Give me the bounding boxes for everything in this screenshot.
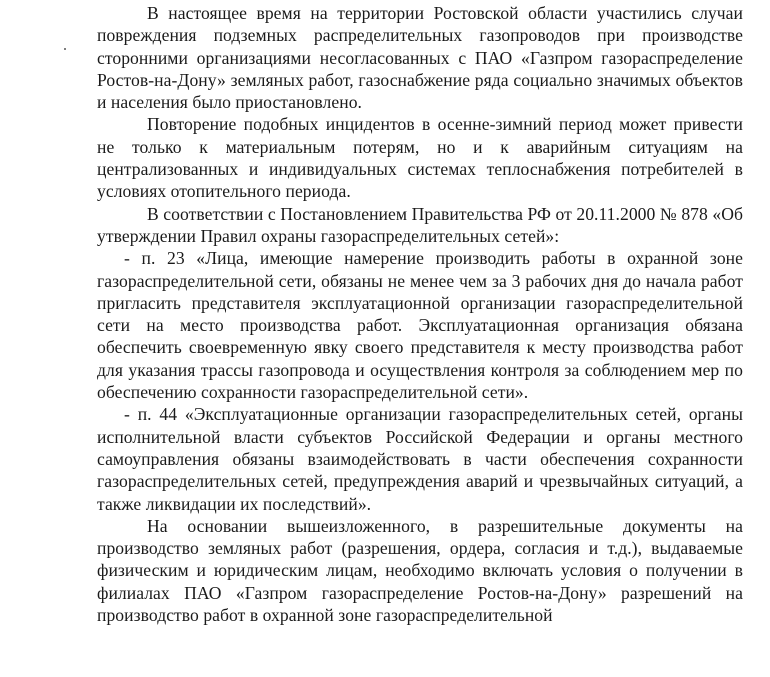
paragraph-clause-44: - п. 44 «Эксплуатационные организации газораспределительных сетей, органы исполнительной власти субъектов Российской Федерации и органы местного самоуправления обязаны взаимодействовать в части обеспечения сохранности газораспределительных сетей, предупреждения аварий и чрезвычайных ситуаций, а также ликвидации их последствий».	[97, 404, 743, 514]
paragraph-incidents: В настоящее время на территории Ростовской области участились случаи повреждения подземных распределительных газопроводов при производстве сторонними организациями несогласованных с ПАО «Газпром газораспределение Ростов-на-Дону» земляных работ, газоснабжение ряда социально значимых объектов и населения было приостановлено.	[97, 3, 743, 113]
paragraph-consequences: Повторение подобных инцидентов в осенне-зимний период может привести не только к материальным потерям, но и к аварийным ситуациям на централизованных и индивидуальных системах теплоснабжения потребителей в условиях отопительного периода.	[97, 114, 743, 202]
scan-speck	[64, 48, 66, 50]
document-page	[97, 0, 743, 626]
paragraph-conclusion: На основании вышеизложенного, в разрешительные документы на производство земляных работ (разрешения, ордера, согласия и т.д.), выдаваемые физическим и юридическим лицам, необходимо включать условия о получении в филиалах ПАО «Газпром газораспределение Ростов-на-Дону» разрешений на производство работ в охранной зоне газораспределительной	[97, 515, 743, 626]
paragraph-regulation-reference: В соответствии с Постановлением Правительства РФ от 20.11.2000 № 878 «Об утверждении Правил охраны газораспределительных сетей»:	[97, 203, 743, 246]
paragraph-clause-23: - п. 23 «Лица, имеющие намерение производить работы в охранной зоне газораспределительной сети, обязаны не менее чем за 3 рабочих дня до начала работ пригласить представителя эксплуатационной организации газораспределительной сети на место производства работ. Эксплуатационная организация обязана обеспечить своевременную явку своего представителя к месту производства работ для указания трассы газопровода и осуществления контроля за соблюдением мер по обеспечению сохранности газораспределительной сети».	[97, 248, 743, 403]
